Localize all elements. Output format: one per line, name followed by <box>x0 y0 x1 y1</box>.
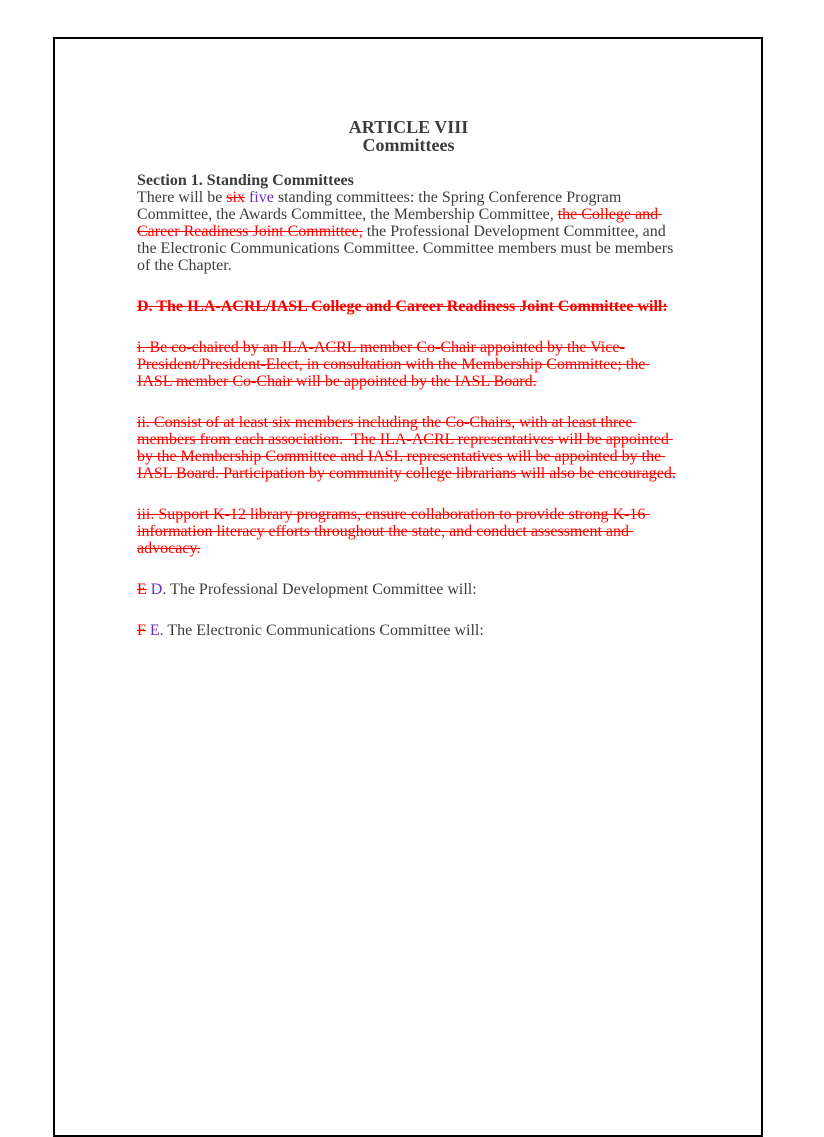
deleted-text-run: six <box>226 189 245 206</box>
deleted-subitem-iii <box>137 506 680 557</box>
deleted-text-run: ii. Consist of at least six members including the Co-Chairs, with at least three members from each association. The ILA-ACRL representatives will be appointed by the Membership Committee and IASL representatives will be appointed by the IASL Board. Participation by community college librarians will also be encouraged. <box>137 414 676 482</box>
item-electronic-communications <box>137 622 680 639</box>
item-professional-development <box>137 581 680 598</box>
text-run: There will be <box>137 189 227 206</box>
article-title-line1: ARTICLE VIII <box>348 117 469 137</box>
deleted-text-run: iii. Support K-12 library programs, ensure collaboration to provide strong K-16 information literacy efforts throughout the state, and conduct assessment and advocacy. <box>137 506 650 557</box>
deleted-subitem-ii <box>137 414 680 482</box>
article-title <box>137 118 680 154</box>
deleted-text-run: E <box>137 581 147 598</box>
section-heading: Section 1. Standing Committees <box>137 172 354 189</box>
text-run: the Professional Development Committee, and the Electronic Communications Committee. Committee members must be members of the Chapter. <box>137 223 678 274</box>
inserted-text-run: E. <box>149 622 164 639</box>
deleted-text-run: i. Be co-chaired by an ILA-ACRL member Co-Chair appointed by the Vice-President/President-Elect, in consultation with the Membership Committee; the IASL member Co-Chair will be appointed by the IASL Board. <box>137 339 650 390</box>
text-run: The Professional Development Committee will: <box>166 581 477 598</box>
article-title-line2: Committees <box>362 135 455 155</box>
deleted-item-d-heading <box>137 298 680 315</box>
text-run: standing committees: the Spring Conference Program Committee, the Awards Committee, the Membership Committee, <box>137 189 626 223</box>
inserted-text-run: D. <box>150 581 167 598</box>
deleted-text-run: D. The ILA-ACRL/IASL College and Career Readiness Joint Committee will: <box>137 298 668 315</box>
paragraphs <box>137 189 680 639</box>
intro-paragraph <box>137 189 680 274</box>
deleted-text-run: F <box>137 622 146 639</box>
text-run: The Electronic Communications Committee will: <box>163 622 484 639</box>
document-page <box>53 37 763 1137</box>
deleted-text-run: the College and Career Readiness Joint Committee, <box>137 206 663 240</box>
deleted-subitem-i <box>137 339 680 390</box>
inserted-text-run: five <box>248 189 274 206</box>
